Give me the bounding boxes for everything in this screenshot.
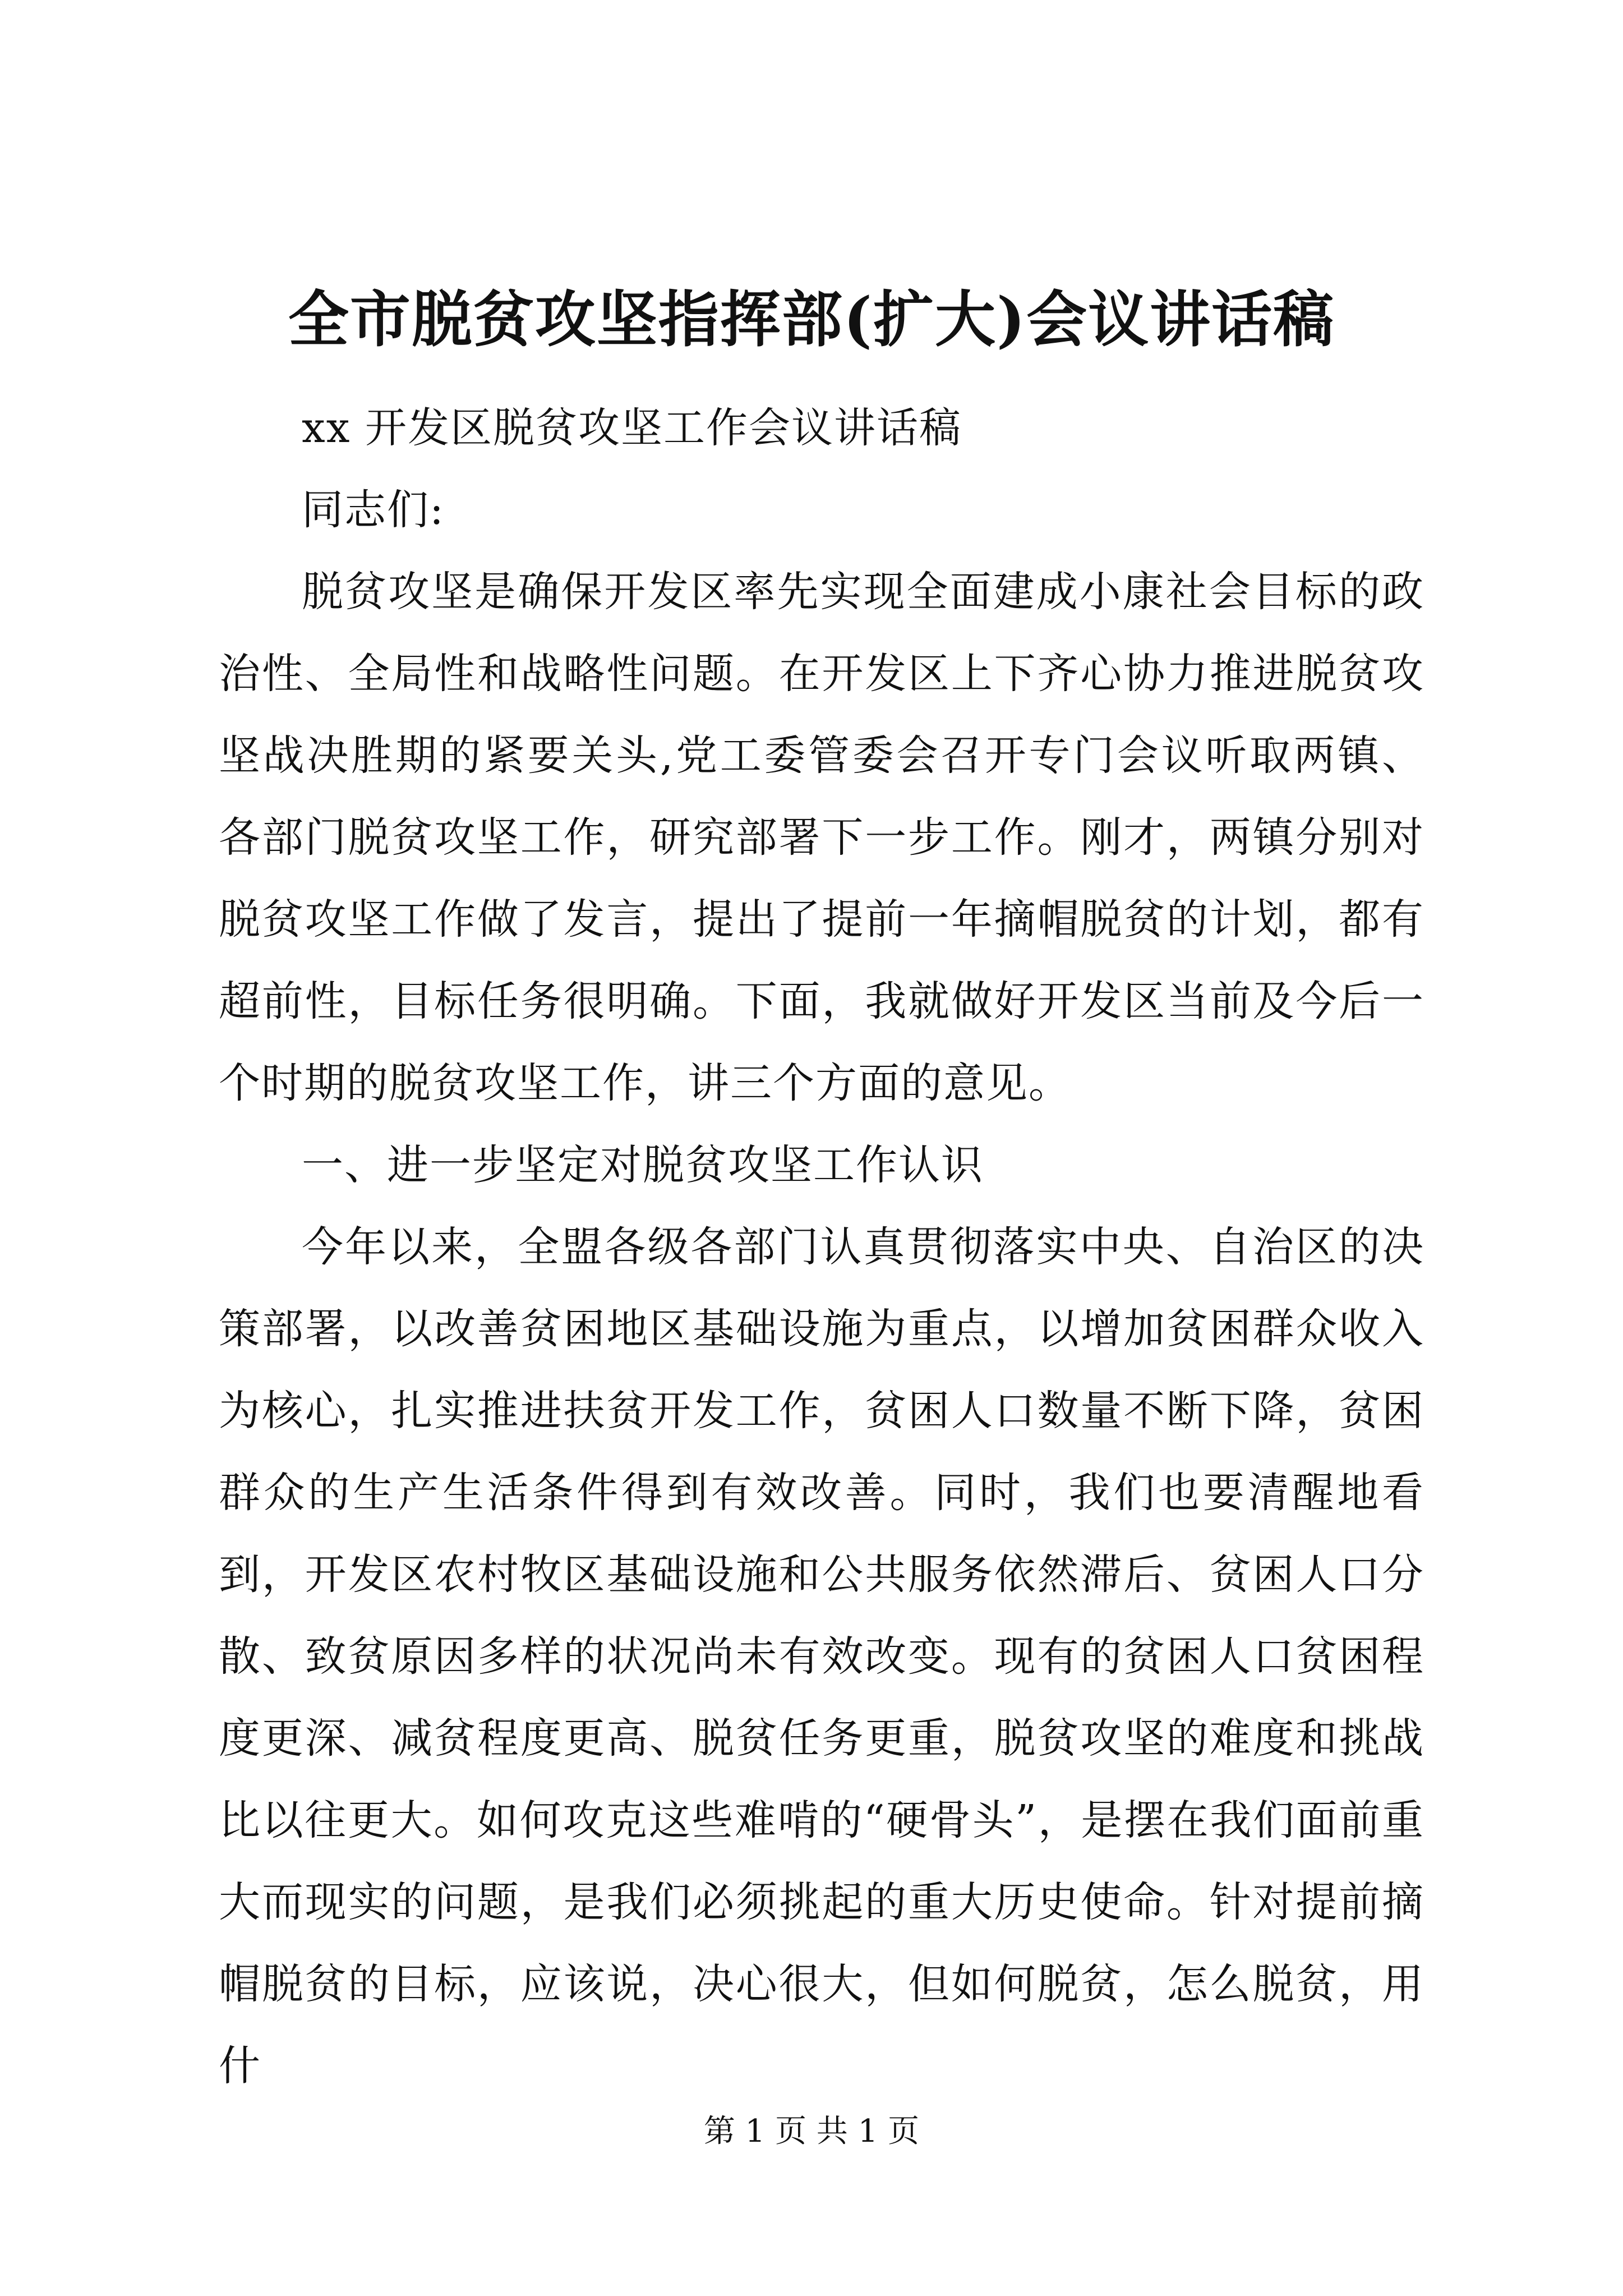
body-paragraph: 今年以来，全盟各级各部门认真贯彻落实中央、自治区的决策部署，以改善贫困地区基础设施为重点，以增加贫困群众收入为核心，扎实推进扶贫开发工作，贫困人口数量不断下降，贫困群众的生产生活条件得到有效改善。同时，我们也要清醒地看到，开发区农村牧区基础设施和公共服务依然滞后、贫困人口分散、致贫原因多样的状况尚未有效改变。现有的贫困人口贫困程度更深、减贫程度更高、脱贫任务更重，脱贫攻坚的难度和挑战比以往更大。如何攻克这些难啃的“硬骨头”，是摆在我们面前重大而现实的问题，是我们必须挑起的重大历史使命。针对提前摘帽脱贫的目标，应该说，决心很大，但如何脱贫，怎么脱贫，用什 (219, 1223, 1424, 2090)
document-body (219, 387, 1424, 2107)
body-paragraph: 脱贫攻坚是确保开发区率先实现全面建成小康社会目标的政治性、全局性和战略性问题。在开发区上下齐心协力推进脱贫攻坚战决胜期的紧要关头,党工委管委会召开专门会议听取两镇、各部门脱贫攻坚工作，研究部署下一步工作。刚才，两镇分别对脱贫攻坚工作做了发言，提出了提前一年摘帽脱贫的计划，都有超前性，目标任务很明确。下面，我就做好开发区当前及今后一个时期的脱贫攻坚工作，讲三个方面的意见。 (219, 568, 1424, 1107)
document-title: 全市脱贫攻坚指挥部(扩大)会议讲话稿 (288, 284, 1335, 355)
section-heading: 一、进一步坚定对脱贫攻坚工作认识 (302, 1141, 984, 1189)
salutation-paragraph: 同志们: (302, 486, 445, 534)
subtitle-paragraph: xx 开发区脱贫攻坚工作会议讲话稿 (302, 404, 962, 452)
page-footer: 第 1 页 共 1 页 (703, 2113, 920, 2150)
